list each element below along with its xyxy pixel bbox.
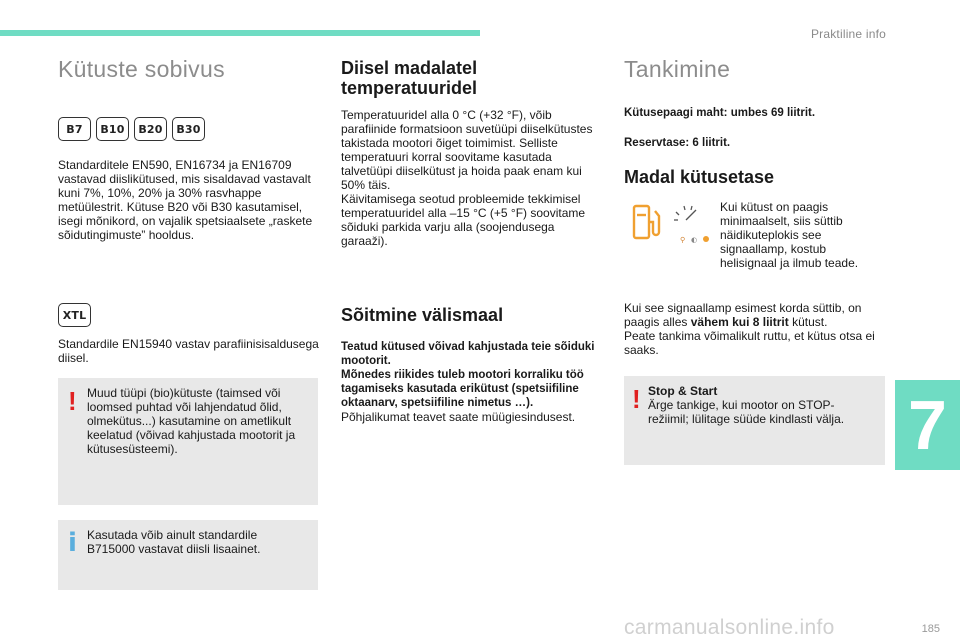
fuel-badge-b10: B10 — [96, 117, 129, 141]
section-title-fuel-compatibility: Kütuste sobivus — [58, 56, 225, 82]
section-header: Praktiline info — [810, 27, 886, 41]
info-icon: i — [68, 528, 77, 558]
driving-abroad-warning: Teatud kütused võivad kahjustada teie sõiduki mootorit. Mõnedes riikides tuleb mootori korraliku töö tagamiseks kasutada erikütust (spetsiifiline oktaanarv, spetsiifiline nimetus …). — [341, 341, 595, 409]
watermark: carmanualsonline.info — [624, 616, 835, 639]
fuel-badge-b7: B7 — [58, 117, 91, 141]
warning-note-biofuels — [58, 378, 318, 505]
warning-note-text: Muud tüüpi (bio)kütuste (taimsed või loomsed puhtad või lahjendatud õlid, olmekütus...) kasutamine on ametlikult keelatud (võivad kahjustada mootorit ja kütusesüsteemi). — [87, 386, 296, 456]
warning-note-stop-start — [624, 376, 885, 465]
header-accent-bar — [0, 30, 480, 36]
warning-exclamation-icon: ! — [68, 386, 77, 416]
section-title-driving-abroad: Sõitmine välismaal — [341, 305, 504, 325]
section-title-low-temperature: Diisel madalatel temperatuuridel — [341, 58, 478, 98]
low-fuel-text-highlight: vähem kui 8 liitrit — [690, 315, 789, 329]
column-driving-abroad — [341, 305, 603, 424]
stop-start-note-text: Ärge tankige, kui mootor on STOP-režiimil; lülitage süüde kindlasti välja. — [648, 398, 845, 426]
svg-text:◐: ◐ — [691, 236, 698, 244]
page-number: 185 — [921, 623, 940, 635]
reserve-level: Reservtase: 6 liitrit. — [624, 137, 731, 149]
low-temperature-text-1: Temperatuuridel alla 0 °C (+32 °F), võib parafiinide formatsioon suvetüüpi diiselkütustes takistada mootori õiget toimimist. Selliste temperatuuri korral soovitame kasutada talvetüüpi diiselkütust ja hoida paak enam kui 50% täis. — [341, 108, 593, 192]
tank-capacity: Kütusepaagi maht: umbes 69 liitrit. — [624, 107, 816, 119]
driving-abroad-dealer-text: Põhjalikumat teavet saate müügiesindusest. — [341, 410, 576, 424]
low-fuel-warning-lamp-icon — [628, 198, 714, 250]
section-title-low-fuel: Madal kütusetase — [624, 167, 775, 187]
fuel-badge-b20: B20 — [134, 117, 167, 141]
svg-text:⚲: ⚲ — [680, 236, 686, 244]
low-fuel-text-c: kütust. — [788, 315, 828, 329]
fuel-standards-text: Standarditele EN590, EN16734 ja EN16709 vastavad diislikütused, mis sisaldavad vastavalt kuni 7%, 10%, 20% ja 30% rasvhappe metüülestrit. Kütuse B20 või B30 kasutamisel, isegi mõnikord, on vajalik spetsiaalsete „raskete sõidutingimuste” hooldus. — [58, 158, 313, 242]
info-note-additive — [58, 520, 318, 590]
column-fuel-compatibility — [58, 56, 320, 242]
info-note-text: Kasutada võib ainult standardile B715000 vastavat diisli lisaainet. — [87, 528, 261, 556]
fuel-badge-b30: B30 — [172, 117, 205, 141]
column-refuelling — [624, 56, 886, 188]
chapter-tab: 7 — [895, 380, 960, 470]
column-low-temperature — [341, 58, 603, 248]
low-fuel-instructions — [624, 301, 879, 357]
warning-exclamation-icon: ! — [632, 384, 641, 414]
fuel-badge-row — [58, 117, 320, 141]
low-temperature-text-2: Käivitamisega seotud probleemide tekkimisel temperatuuridel alla –15 °C (+5 °F) soovitame sõiduki parkida varju alla (soojendusega garaaži). — [341, 192, 586, 248]
section-title-refuelling: Tankimine — [624, 56, 731, 82]
low-fuel-text-a: Kui see signaallamp esimest korda süttib, on paagis alles — [624, 301, 862, 329]
xtl-standard-text: Standardile EN15940 vastav parafiinisisaldusega diisel. — [58, 337, 319, 365]
low-fuel-text-d: Peate tankima võimalikult ruttu, et kütus otsa ei saaks. — [624, 329, 875, 357]
stop-start-note-title: Stop & Start — [648, 384, 718, 398]
low-fuel-lamp-text: Kui kütust on paagis minimaalselt, siis süttib näidikuteplokis see signaallamp, kostub helisignaal ja ilmub teade. — [720, 200, 859, 270]
fuel-badge-xtl: XTL — [58, 303, 91, 327]
